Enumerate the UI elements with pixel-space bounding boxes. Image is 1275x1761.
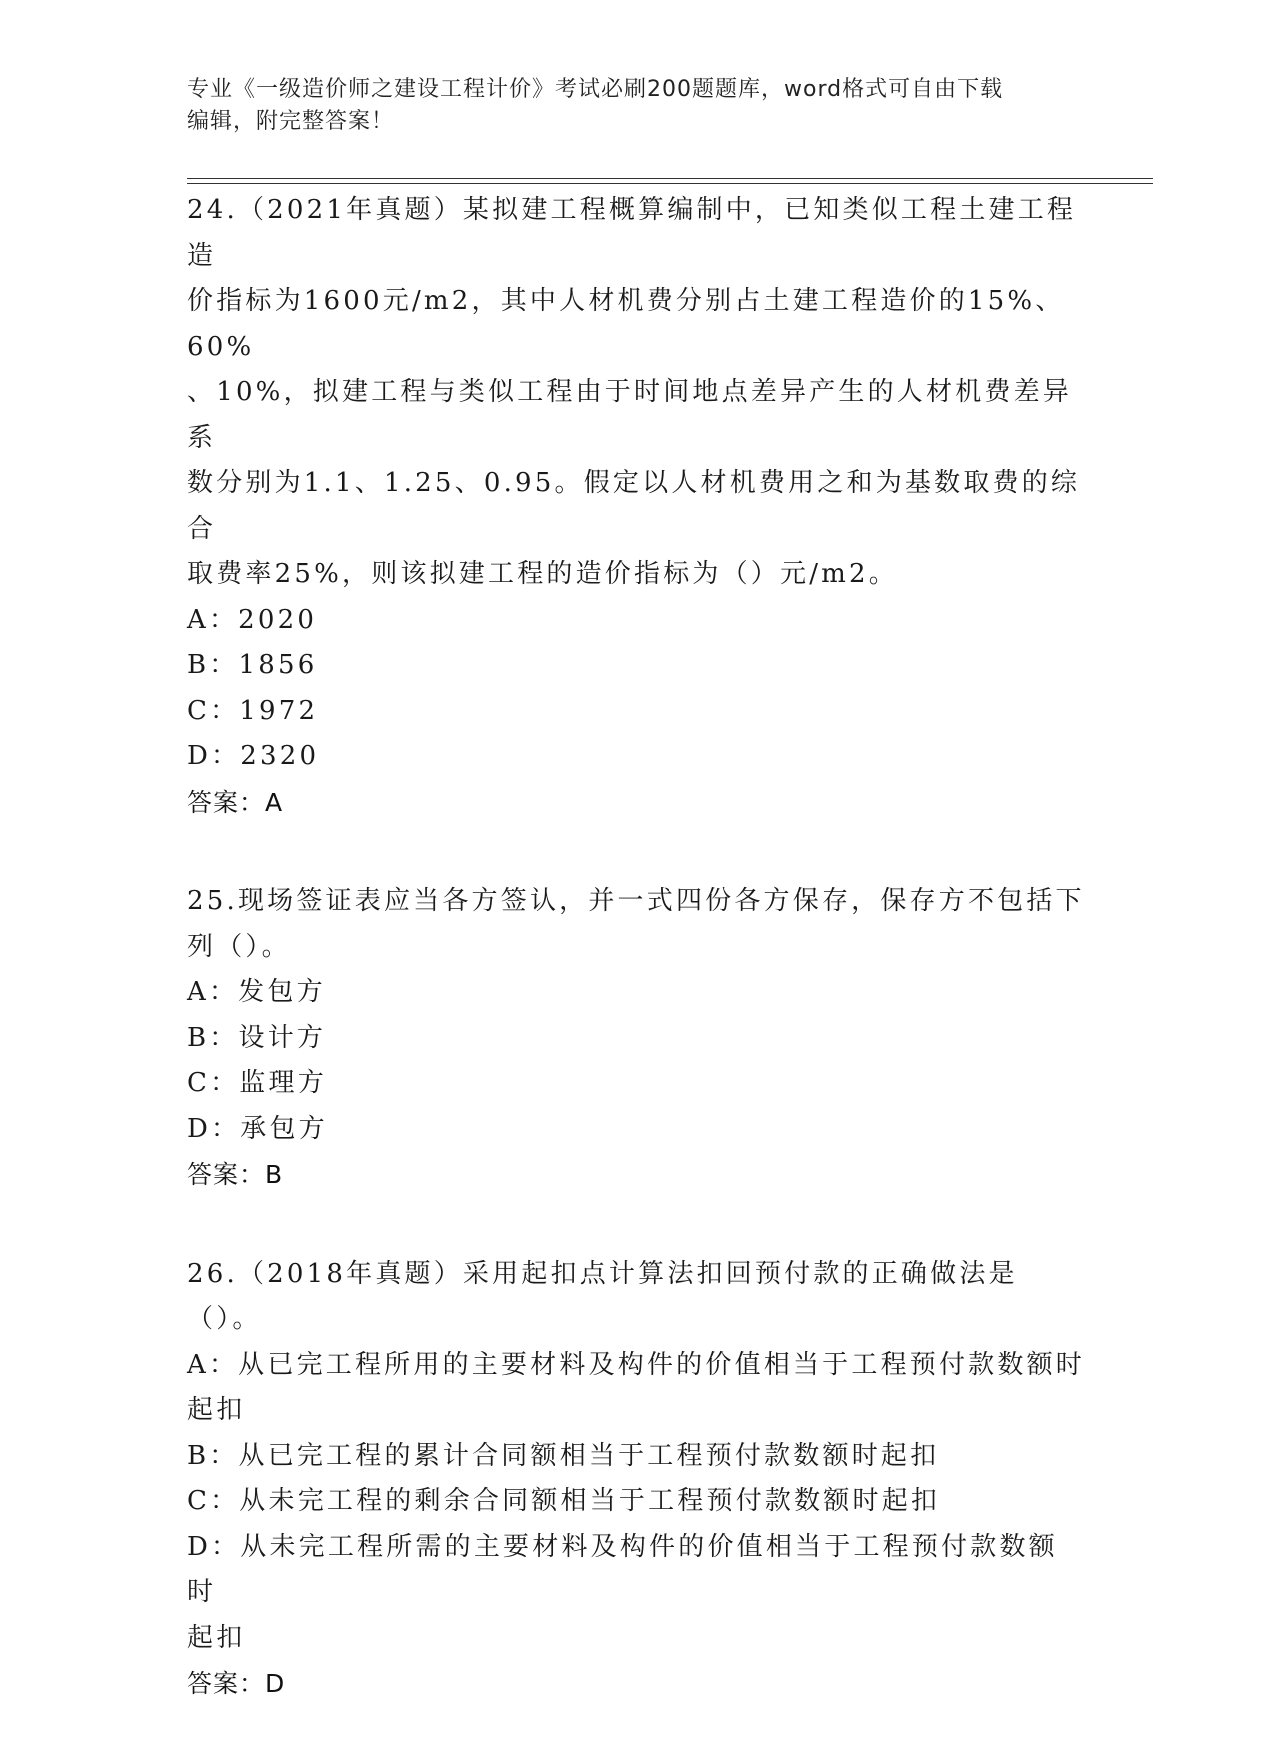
answer-line: 答案：B bbox=[187, 1160, 284, 1189]
question-text-line: 25.现场签证表应当各方签认，并一式四份各方保存，保存方不包括下 bbox=[187, 886, 1085, 916]
option-c: C：监理方 bbox=[187, 1068, 327, 1098]
option-a: A：从已完工程所用的主要材料及构件的价值相当于工程预付款数额时 bbox=[187, 1349, 1085, 1380]
question-text-line: 价指标为1600元/m2，其中人材机费分别占土建工程造价的15%、60% bbox=[187, 286, 1065, 362]
header-divider bbox=[187, 178, 1153, 179]
header-divider bbox=[187, 183, 1153, 184]
question-list bbox=[187, 188, 1087, 1761]
question-text-line: 取费率25%，则该拟建工程的造价指标为（）元/m2。 bbox=[187, 559, 898, 589]
question-text-line: 24.（2021年真题）某拟建工程概算编制中，已知类似工程土建工程造 bbox=[187, 195, 1077, 271]
option-d-continued: 起扣 bbox=[187, 1622, 246, 1653]
header-line: 专业《一级造价师之建设工程计价》考试必刷200题题库，word格式可自由下载 bbox=[187, 77, 1004, 102]
option-d: D：承包方 bbox=[187, 1113, 328, 1144]
option-d: D：从未完工程所需的主要材料及构件的价值相当于工程预付款数额时 bbox=[187, 1531, 1058, 1607]
option-d: D：2320 bbox=[187, 741, 320, 771]
answer-line: 答案：A bbox=[187, 787, 284, 817]
question-26 bbox=[187, 1252, 1087, 1707]
question-24 bbox=[187, 188, 1087, 825]
option-b: B：从已完工程的累计合同额相当于工程预付款数额时起扣 bbox=[187, 1440, 940, 1471]
option-a: A：2020 bbox=[187, 604, 318, 635]
option-b: B：设计方 bbox=[187, 1022, 327, 1053]
question-text-line: 26.（2018年真题）采用起扣点计算法扣回预付款的正确做法是（）。 bbox=[187, 1258, 1018, 1334]
option-c: C：1972 bbox=[187, 695, 319, 726]
question-text-line: 数分别为1.1、1.25、0.95。假定以人材机费用之和为基数取费的综合 bbox=[187, 468, 1081, 544]
option-c: C：从未完工程的剩余合同额相当于工程预付款数额时起扣 bbox=[187, 1486, 941, 1516]
answer-line: 答案：D bbox=[187, 1669, 286, 1698]
question-25 bbox=[187, 879, 1087, 1198]
document-header bbox=[187, 74, 1087, 138]
option-b: B：1856 bbox=[187, 650, 318, 680]
option-a: A：发包方 bbox=[187, 977, 326, 1007]
question-text-line: 列（）。 bbox=[187, 931, 291, 962]
question-text-line: 、10%，拟建工程与类似工程由于时间地点差异产生的人材机费差异系 bbox=[187, 377, 1072, 453]
header-line: 编辑，附完整答案！ bbox=[187, 109, 395, 134]
option-a-continued: 起扣 bbox=[187, 1395, 246, 1425]
